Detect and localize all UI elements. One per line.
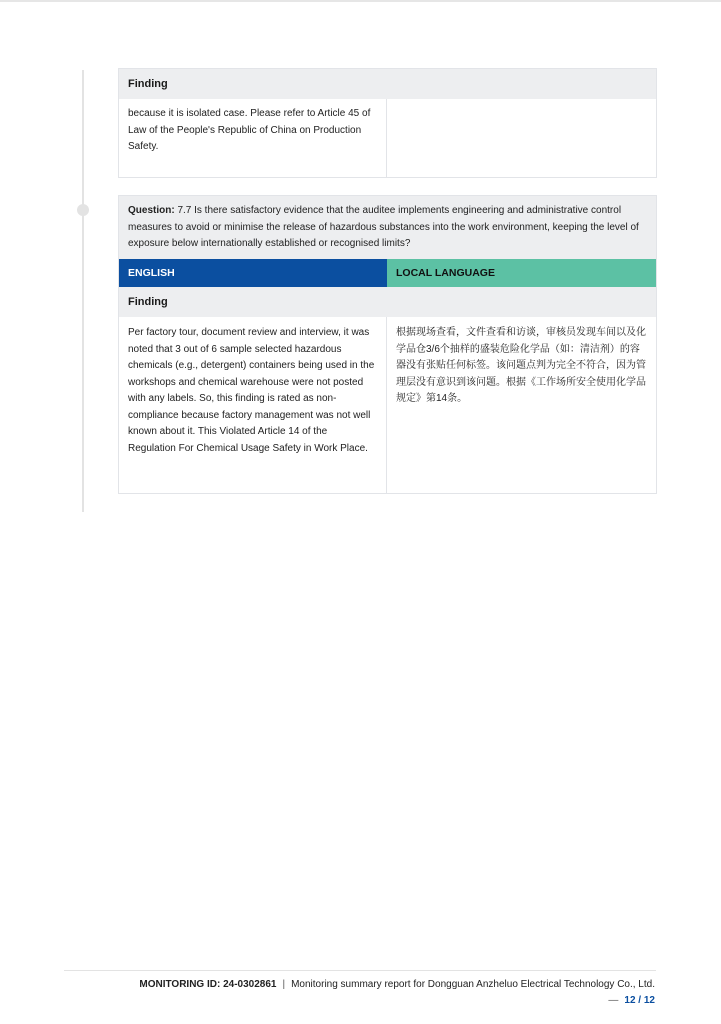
monitoring-id: MONITORING ID: 24-0302861 bbox=[139, 979, 277, 990]
question-text: 7.7 Is there satisfactory evidence that the auditee implements engineering and administrative control measures to avoid or minimise the release of hazardous substances into the work environment, keeping the level of exposure below internationally established or recognised limits? bbox=[128, 205, 639, 249]
finding-local-text bbox=[387, 99, 656, 177]
finding-row bbox=[119, 99, 656, 177]
english-column-header: ENGLISH bbox=[119, 259, 387, 287]
report-summary-title: Monitoring summary report for Dongguan Anzheluo Electrical Technology Co., Ltd. bbox=[291, 979, 655, 990]
question-box bbox=[119, 196, 656, 259]
finding-header: Finding bbox=[119, 287, 656, 317]
language-header-row bbox=[119, 259, 656, 287]
footer-rule bbox=[64, 970, 656, 971]
finding-header: Finding bbox=[119, 69, 656, 99]
finding-english-text: because it is isolated case. Please refer to Article 45 of Law of the People's Republic of China on Production Safety. bbox=[119, 99, 387, 177]
finding-english-text: Per factory tour, document review and interview, it was noted that 3 out of 6 sample selected hazardous chemicals (e.g., detergent) containers being used in the workshops and chemical warehouse were not posted with any labels. So, this finding is rated as non-compliance because factory management was not well known about it. This Violated Article 14 of the Regulation For Chemical Usage Safety in Work Place. bbox=[119, 317, 387, 493]
page-dash: — bbox=[608, 995, 619, 1006]
finding-local-text: 根据现场查看，文件查看和访谈，审核员发现车间以及化学品仓3/6个抽样的盛装危险化学品（如：清洁剂）的容器没有张贴任何标签。该问题点判为完全不符合，因为管理层没有意识到该问题。根据《工作场所安全使用化学品规定》第14条。 bbox=[396, 327, 646, 404]
question-label: Question: bbox=[128, 205, 175, 216]
local-language-column-header: LOCAL LANGUAGE bbox=[387, 259, 656, 287]
footer-separator: | bbox=[282, 979, 286, 990]
timeline-line bbox=[82, 70, 84, 512]
page-number-value: 12 / 12 bbox=[624, 995, 655, 1006]
page-number bbox=[608, 995, 655, 1006]
question-card bbox=[118, 195, 657, 494]
footer bbox=[139, 979, 655, 990]
timeline-dot bbox=[77, 204, 89, 216]
finding-card-continued bbox=[118, 68, 657, 178]
finding-row bbox=[119, 317, 656, 493]
top-rule bbox=[0, 0, 721, 2]
